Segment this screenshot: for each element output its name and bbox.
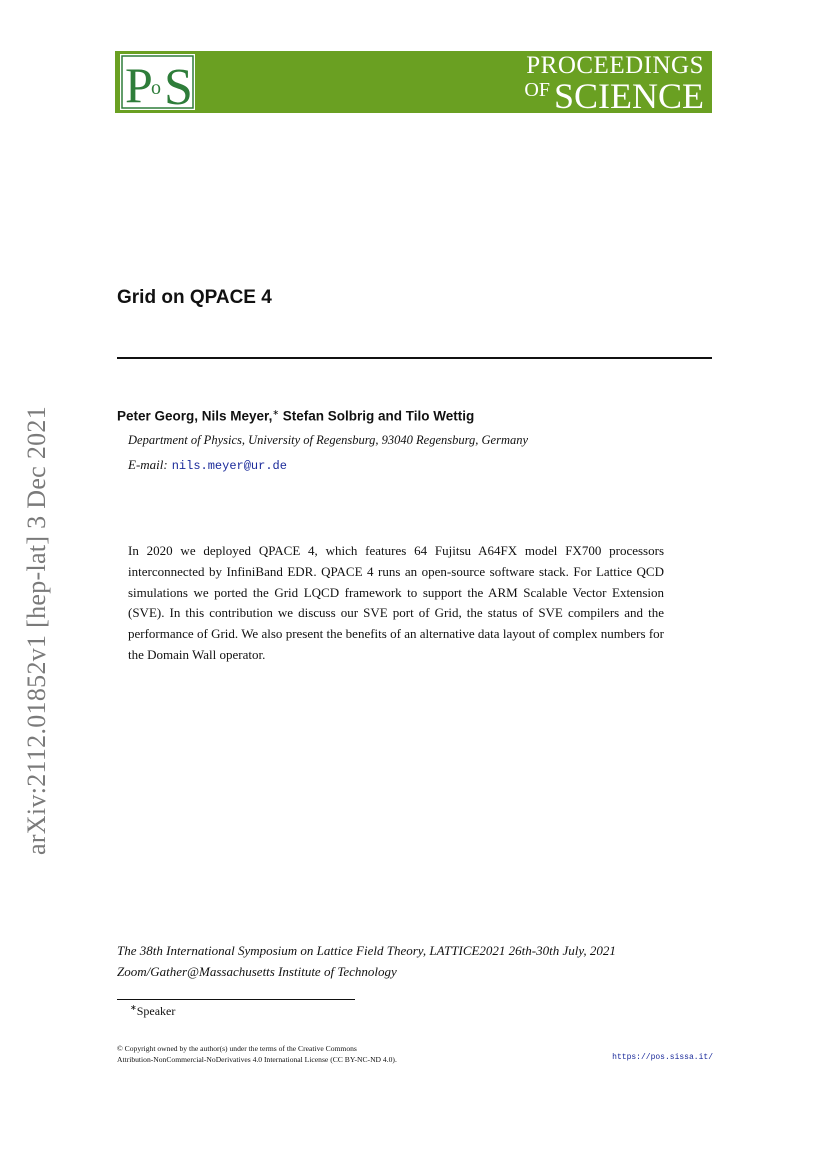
copyright-notice [117, 1044, 397, 1065]
speaker-mark: ∗ [272, 408, 280, 417]
title-rule [117, 357, 712, 359]
pos-url-link[interactable]: https://pos.sissa.it/ [612, 1053, 713, 1062]
email-label: E-mail: [128, 457, 168, 472]
logo-s: S [164, 59, 193, 110]
pos-logo [120, 54, 195, 110]
conference-line1: The 38th International Symposium on Lattice Field Theory, LATTICE2021 26th-30th July, 2021 [117, 943, 616, 958]
author-list [117, 408, 474, 424]
footnote-rule [117, 999, 355, 1000]
arxiv-stamp: arXiv:2112.01852v1 [hep-lat] 3 Dec 2021 [22, 405, 51, 855]
proceedings-label: PROCEEDINGS [526, 52, 704, 79]
science-label [524, 78, 704, 114]
authors-part1: Peter Georg, Nils Meyer, [117, 408, 273, 424]
conference-line2: Zoom/Gather@Massachusetts Institute of Technology [117, 963, 397, 979]
science-word: SCIENCE [553, 76, 704, 116]
logo-p: P [125, 57, 153, 110]
logo-o: o [151, 77, 161, 99]
paper-title: Grid on QPACE 4 [117, 287, 272, 308]
email-line [128, 457, 287, 473]
footnote-text: Speaker [136, 1004, 176, 1018]
abstract: In 2020 we deployed QPACE 4, which features 64 Fujitsu A64FX model FX700 processors interconnected by InfiniBand EDR. QPACE 4 runs an open-source software stack. For Lattice QCD simulations we ported the Grid LQCD framework to support the ARM Scalable Vector Extension (SVE). In this contribution we discuss our SVE port of Grid, the status of SVE compilers and the performance of Grid. We also present the benefits of an alternative data layout of complex numbers for the Domain Wall operator. [128, 543, 664, 662]
conference-info [117, 941, 717, 982]
authors-part2: Stefan Solbrig and Tilo Wettig [279, 408, 475, 424]
copyright-line1: © Copyright owned by the author(s) under the terms of the Creative Commons [117, 1044, 357, 1053]
proceedings-of-science [524, 53, 704, 114]
email-link[interactable]: nils.meyer@ur.de [171, 459, 287, 473]
of-label: OF [524, 79, 550, 101]
affiliation: Department of Physics, University of Regensburg, 93040 Regensburg, Germany [128, 433, 529, 447]
footnote-mark: ∗ [130, 1003, 137, 1012]
pos-logo-graphic [120, 54, 195, 110]
footnote [130, 1003, 175, 1019]
copyright-line2: Attribution-NonCommercial-NoDerivatives 4.0 International License (CC BY-NC-ND 4.0). [117, 1054, 397, 1064]
